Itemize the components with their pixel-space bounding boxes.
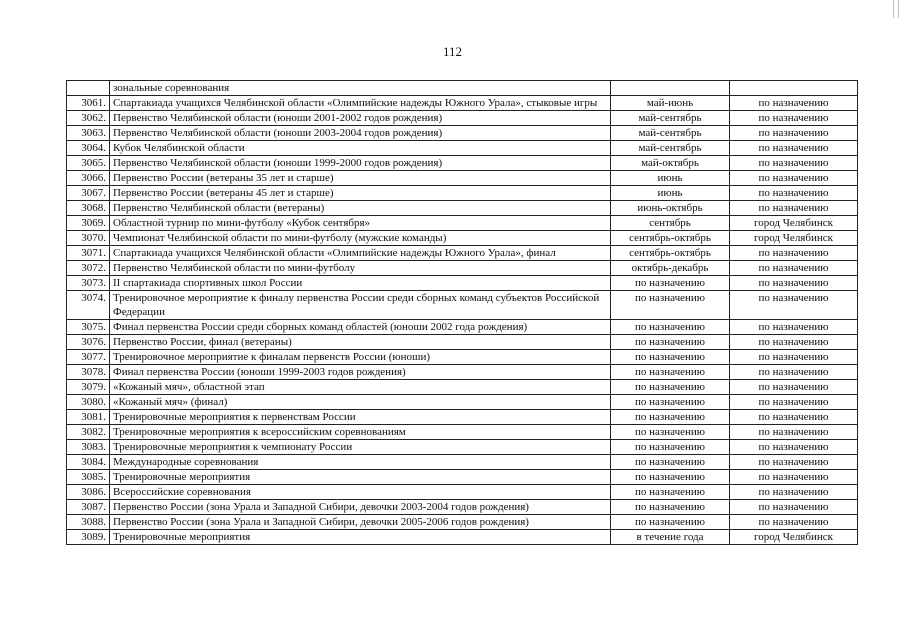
row-number: 3065.: [67, 156, 110, 171]
event-dates: сентябрь-октябрь: [611, 246, 730, 261]
row-number: 3071.: [67, 246, 110, 261]
table-body: [67, 81, 858, 545]
event-location: по назначению: [730, 156, 858, 171]
event-location: по назначению: [730, 515, 858, 530]
event-dates: май-сентябрь: [611, 141, 730, 156]
event-dates: по назначению: [611, 320, 730, 335]
event-location: город Челябинск: [730, 530, 858, 545]
row-number: 3067.: [67, 186, 110, 201]
event-dates: по назначению: [611, 425, 730, 440]
scan-edge-mark: [893, 0, 899, 18]
event-dates: по назначению: [611, 291, 730, 320]
event-location: по назначению: [730, 410, 858, 425]
row-number: 3061.: [67, 96, 110, 111]
table-row: [67, 485, 858, 500]
event-dates: май-сентябрь: [611, 111, 730, 126]
event-name: Тренировочные мероприятия к чемпионату России: [110, 440, 611, 455]
table-row: [67, 156, 858, 171]
row-number: [67, 81, 110, 96]
table-row: [67, 126, 858, 141]
row-number: 3064.: [67, 141, 110, 156]
table-row: [67, 291, 858, 320]
row-number: 3089.: [67, 530, 110, 545]
row-number: 3088.: [67, 515, 110, 530]
table-row: [67, 470, 858, 485]
event-dates: май-июнь: [611, 96, 730, 111]
table-row: [67, 111, 858, 126]
event-name: Всероссийские соревнования: [110, 485, 611, 500]
event-name: Тренировочные мероприятия к первенствам России: [110, 410, 611, 425]
event-location: по назначению: [730, 320, 858, 335]
event-name: Кубок Челябинской области: [110, 141, 611, 156]
event-dates: по назначению: [611, 365, 730, 380]
event-name: Спартакиада учащихся Челябинской области «Олимпийские надежды Южного Урала», финал: [110, 246, 611, 261]
event-location: по назначению: [730, 335, 858, 350]
event-dates: май-сентябрь: [611, 126, 730, 141]
events-table: [66, 80, 858, 545]
event-name: II спартакиада спортивных школ России: [110, 276, 611, 291]
table-row: [67, 96, 858, 111]
table-row: [67, 455, 858, 470]
event-name: Тренировочное мероприятие к финалам первенств России (юноши): [110, 350, 611, 365]
row-number: 3066.: [67, 171, 110, 186]
table-row: [67, 231, 858, 246]
event-dates: июнь: [611, 171, 730, 186]
event-location: по назначению: [730, 201, 858, 216]
event-dates: по назначению: [611, 485, 730, 500]
row-number: 3062.: [67, 111, 110, 126]
table-row: [67, 216, 858, 231]
event-dates: октябрь-декабрь: [611, 261, 730, 276]
event-location: по назначению: [730, 291, 858, 320]
event-location: по назначению: [730, 470, 858, 485]
event-location: по назначению: [730, 171, 858, 186]
event-dates: [611, 81, 730, 96]
table-row: [67, 440, 858, 455]
event-location: по назначению: [730, 365, 858, 380]
event-name: Первенство Челябинской области (юноши 2001-2002 годов рождения): [110, 111, 611, 126]
event-location: по назначению: [730, 261, 858, 276]
row-number: 3085.: [67, 470, 110, 485]
event-name: Первенство России (зона Урала и Западной Сибири, девочки 2003-2004 годов рождения): [110, 500, 611, 515]
table-row: [67, 261, 858, 276]
event-location: по назначению: [730, 246, 858, 261]
row-number: 3080.: [67, 395, 110, 410]
event-name: Первенство России, финал (ветераны): [110, 335, 611, 350]
event-dates: по назначению: [611, 395, 730, 410]
event-name: Областной турнир по мини-футболу «Кубок сентября»: [110, 216, 611, 231]
table-row: [67, 141, 858, 156]
event-location: город Челябинск: [730, 231, 858, 246]
table-row: [67, 380, 858, 395]
event-location: по назначению: [730, 440, 858, 455]
table-row: [67, 171, 858, 186]
event-name: Первенство России (ветераны 35 лет и старше): [110, 171, 611, 186]
row-number: 3087.: [67, 500, 110, 515]
event-location: по назначению: [730, 485, 858, 500]
event-location: город Челябинск: [730, 216, 858, 231]
table-row: [67, 201, 858, 216]
row-number: 3069.: [67, 216, 110, 231]
event-name: зональные соревнования: [110, 81, 611, 96]
event-dates: по назначению: [611, 515, 730, 530]
row-number: 3077.: [67, 350, 110, 365]
event-name: Финал первенства России среди сборных команд областей (юноши 2002 года рождения): [110, 320, 611, 335]
table-row: [67, 350, 858, 365]
page-number: 112: [442, 44, 463, 59]
event-location: по назначению: [730, 276, 858, 291]
event-location: по назначению: [730, 126, 858, 141]
event-dates: по назначению: [611, 276, 730, 291]
row-number: 3084.: [67, 455, 110, 470]
row-number: 3063.: [67, 126, 110, 141]
event-location: по назначению: [730, 500, 858, 515]
row-number: 3068.: [67, 201, 110, 216]
table-row: [67, 246, 858, 261]
table-row: [67, 186, 858, 201]
event-location: по назначению: [730, 455, 858, 470]
row-number: 3076.: [67, 335, 110, 350]
table-row: [67, 335, 858, 350]
event-dates: сентябрь-октябрь: [611, 231, 730, 246]
event-dates: по назначению: [611, 440, 730, 455]
event-name: «Кожаный мяч», областной этап: [110, 380, 611, 395]
event-dates: по назначению: [611, 350, 730, 365]
event-location: по назначению: [730, 96, 858, 111]
row-number: 3070.: [67, 231, 110, 246]
event-dates: по назначению: [611, 380, 730, 395]
event-name: Спартакиада учащихся Челябинской области «Олимпийские надежды Южного Урала», стыковые игры: [110, 96, 611, 111]
event-name: Тренировочные мероприятия: [110, 470, 611, 485]
event-name: Первенство Челябинской области (юноши 2003-2004 годов рождения): [110, 126, 611, 141]
event-name: Международные соревнования: [110, 455, 611, 470]
table-row: [67, 425, 858, 440]
row-number: 3082.: [67, 425, 110, 440]
event-dates: май-октябрь: [611, 156, 730, 171]
event-location: по назначению: [730, 425, 858, 440]
row-number: 3081.: [67, 410, 110, 425]
row-number: 3086.: [67, 485, 110, 500]
event-name: Первенство России (зона Урала и Западной Сибири, девочки 2005-2006 годов рождения): [110, 515, 611, 530]
event-dates: по назначению: [611, 410, 730, 425]
table-row: [67, 410, 858, 425]
event-dates: сентябрь: [611, 216, 730, 231]
row-number: 3078.: [67, 365, 110, 380]
row-number: 3083.: [67, 440, 110, 455]
event-name: Тренировочное мероприятие к финалу первенства России среди сборных команд субъектов Российской Федерации: [110, 291, 611, 320]
event-name: Финал первенства России (юноши 1999-2003 годов рождения): [110, 365, 611, 380]
event-location: [730, 81, 858, 96]
table-row: [67, 365, 858, 380]
event-dates: по назначению: [611, 455, 730, 470]
event-dates: июнь: [611, 186, 730, 201]
event-name: Первенство Челябинской области (ветераны): [110, 201, 611, 216]
event-dates: по назначению: [611, 470, 730, 485]
row-number: 3073.: [67, 276, 110, 291]
row-number: 3079.: [67, 380, 110, 395]
event-dates: в течение года: [611, 530, 730, 545]
table-row: [67, 395, 858, 410]
event-dates: по назначению: [611, 335, 730, 350]
row-number: 3074.: [67, 291, 110, 320]
event-location: по назначению: [730, 395, 858, 410]
event-location: по назначению: [730, 186, 858, 201]
event-name: Чемпионат Челябинской области по мини-футболу (мужские команды): [110, 231, 611, 246]
event-name: Первенство России (ветераны 45 лет и старше): [110, 186, 611, 201]
table-row: [67, 500, 858, 515]
table-row: [67, 320, 858, 335]
event-name: Тренировочные мероприятия: [110, 530, 611, 545]
event-name: Первенство Челябинской области (юноши 1999-2000 годов рождения): [110, 156, 611, 171]
table-row: [67, 276, 858, 291]
event-name: «Кожаный мяч» (финал): [110, 395, 611, 410]
event-location: по назначению: [730, 111, 858, 126]
event-name: Первенство Челябинской области по мини-футболу: [110, 261, 611, 276]
event-location: по назначению: [730, 141, 858, 156]
event-dates: июнь-октябрь: [611, 201, 730, 216]
table-row: [67, 515, 858, 530]
row-number: 3072.: [67, 261, 110, 276]
row-number: 3075.: [67, 320, 110, 335]
event-location: по назначению: [730, 350, 858, 365]
event-name: Тренировочные мероприятия к всероссийским соревнованиям: [110, 425, 611, 440]
table-row: [67, 81, 858, 96]
table-row: [67, 530, 858, 545]
event-location: по назначению: [730, 380, 858, 395]
event-dates: по назначению: [611, 500, 730, 515]
